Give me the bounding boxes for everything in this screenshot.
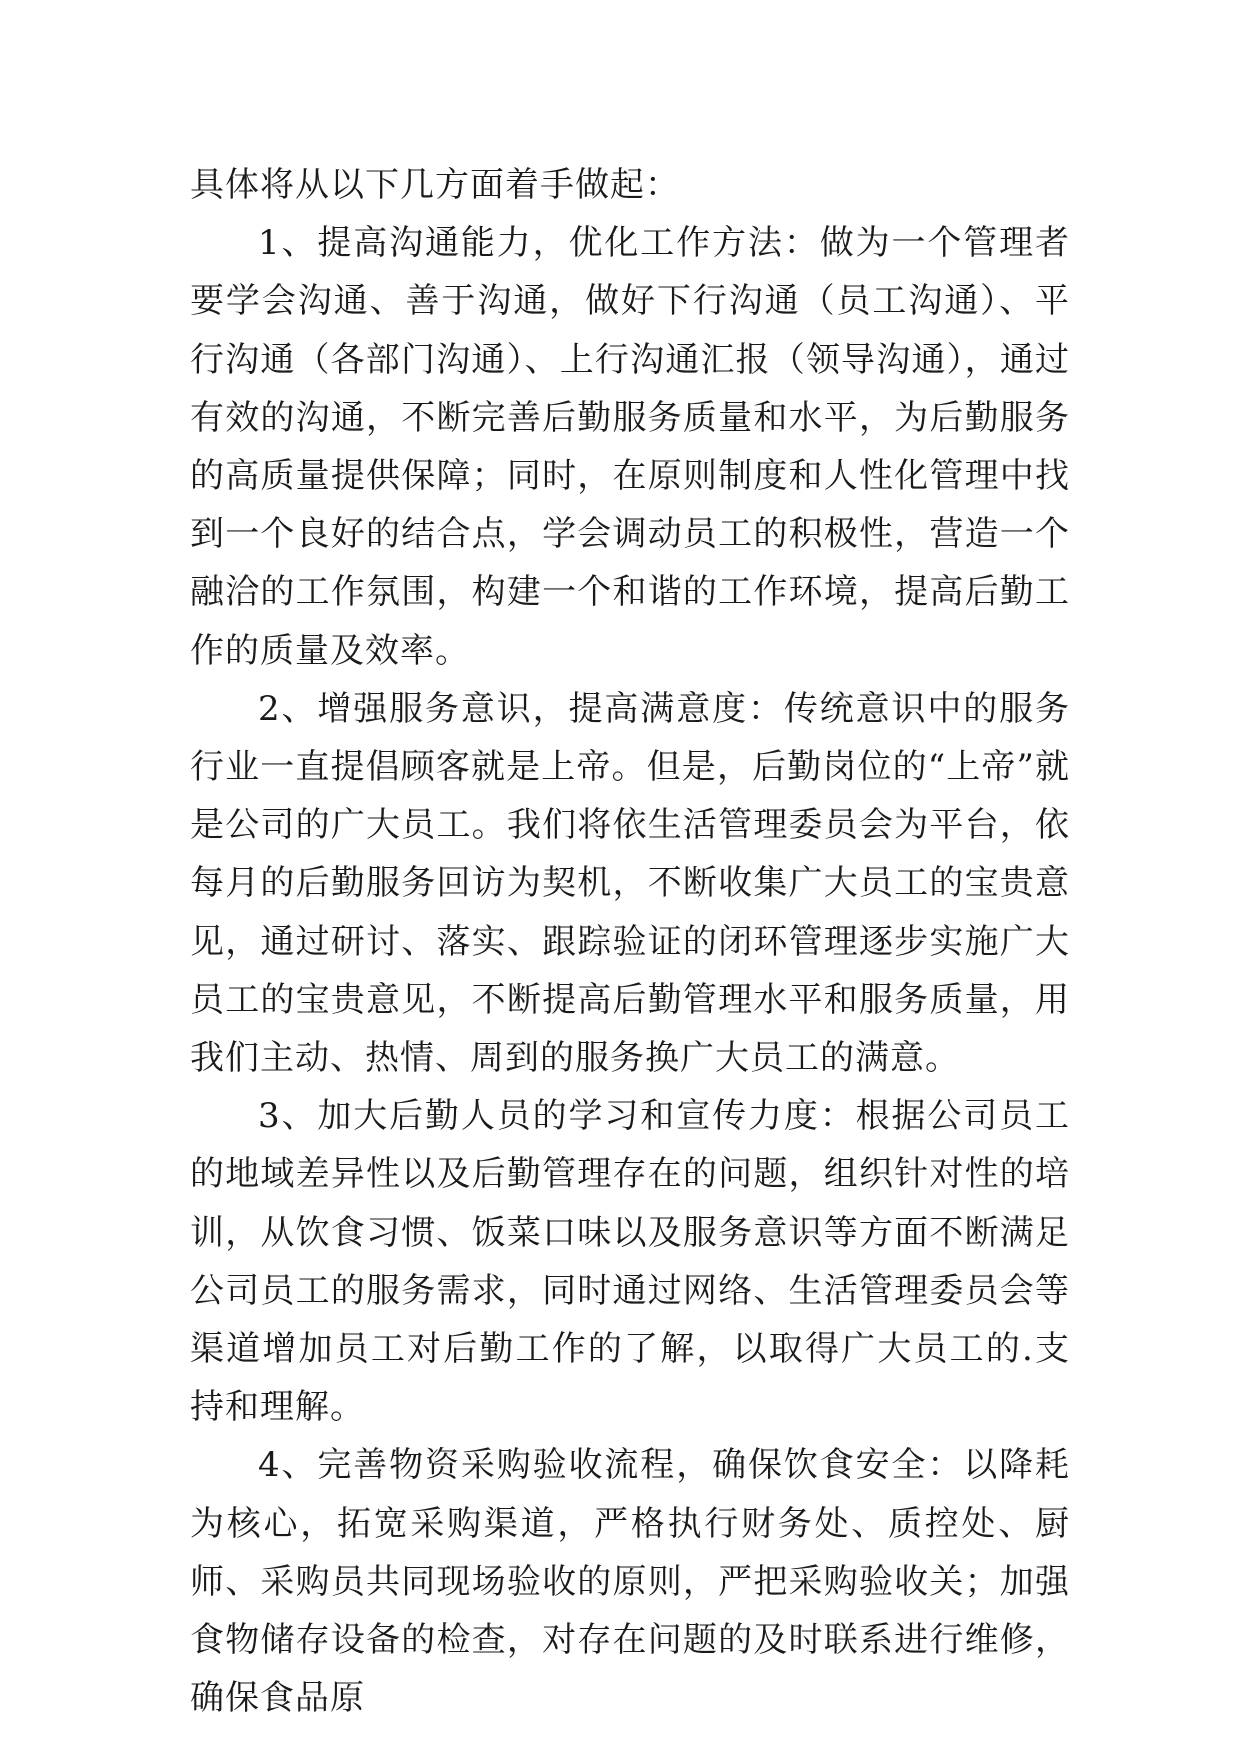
paragraph-2: 2、增强服务意识，提高满意度：传统意识中的服务行业一直提倡顾客就是上帝。但是，后勤岗位的“上帝”就是公司的广大员工。我们将依生活管理委员会为平台，依每月的后勤服务回访为契机，不断收集广大员工的宝贵意见，通过研讨、落实、跟踪验证的闭环管理逐步实施广大员工的宝贵意见，不断提高后勤管理水平和服务质量，用我们主动、热情、周到的服务换广大员工的满意。: [190, 688, 1070, 1079]
intro-line: 具体将从以下几方面着手做起：: [190, 165, 680, 205]
document-body: [190, 156, 1070, 1727]
paragraph-3: 3、加大后勤人员的学习和宣传力度：根据公司员工的地域差异性以及后勤管理存在的问题，组织针对性的培训，从饮食习惯、饭菜口味以及服务意识等方面不断满足公司员工的服务需求，同时通过网络、生活管理委员会等渠道增加员工对后勤工作的了解，以取得广大员工的.支持和理解。: [190, 1096, 1070, 1428]
paragraph-4: 4、完善物资采购验收流程，确保饮食安全：以降耗为核心，拓宽采购渠道，严格执行财务处、质控处、厨师、采购员共同现场验收的原则，严把采购验收关；加强食物储存设备的检查，对存在问题的及时联系进行维修，确保食品原: [190, 1445, 1070, 1719]
paragraph-1: 1、提高沟通能力，优化工作方法：做为一个管理者要学会沟通、善于沟通，做好下行沟通（员工沟通）、平行沟通（各部门沟通）、上行沟通汇报（领导沟通），通过有效的沟通，不断完善后勤服务质量和水平，为后勤服务的高质量提供保障；同时，在原则制度和人性化管理中找到一个良好的结合点，学会调动员工的积极性，营造一个融洽的工作氛围，构建一个和谐的工作环境，提高后勤工作的质量及效率。: [190, 223, 1070, 671]
